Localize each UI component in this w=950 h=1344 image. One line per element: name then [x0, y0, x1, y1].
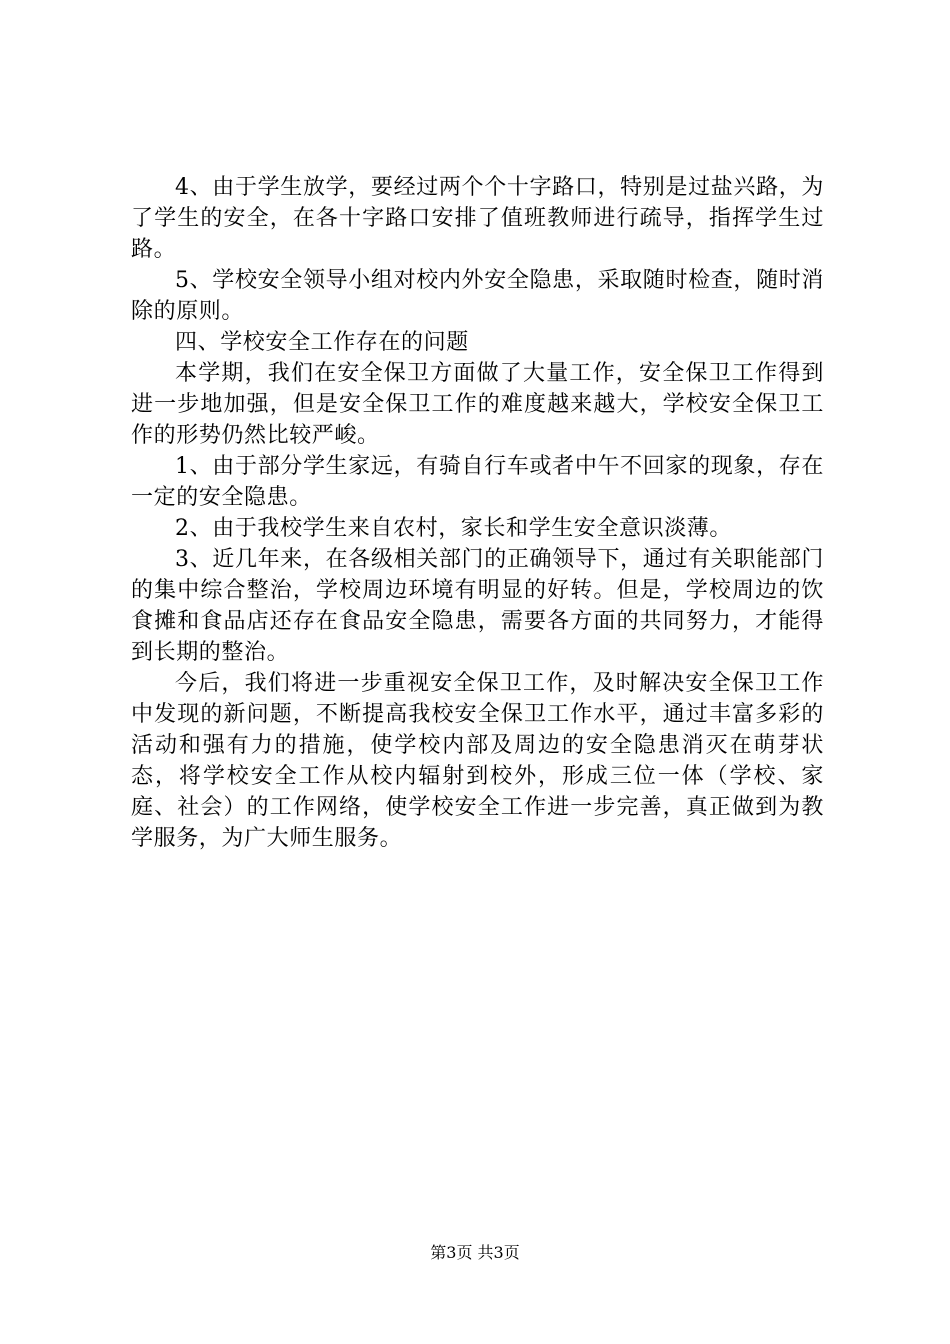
section-heading-problems: 四、学校安全工作存在的问题: [175, 330, 469, 355]
paragraph-problem-2: 2、由于我校学生来自农村，家长和学生安全意识淡薄。: [175, 516, 732, 541]
paragraph-semester-summary: 本学期，我们在安全保卫方面做了大量工作，安全保卫工作得到进一步地加强，但是安全保卫工作的难度越来越大，学校安全保卫工作的形势仍然比较严峻。: [131, 361, 824, 448]
paragraph-item-4: 4、由于学生放学，要经过两个个十字路口，特别是过盐兴路，为了学生的安全，在各十字路口安排了值班教师进行疏导，指挥学生过路。: [131, 175, 824, 262]
paragraph-item-5: 5、学校安全领导小组对校内外安全隐患，采取随时检查，随时消除的原则。: [131, 268, 824, 324]
paragraph-future-plan: 今后，我们将进一步重视安全保卫工作，及时解决安全保卫工作中发现的新问题，不断提高我校安全保卫工作水平，通过丰富多彩的活动和强有力的措施，使学校内部及周边的安全隐患消灭在萌芽状态，将学校安全工作从校内辐射到校外，形成三位一体（学校、家庭、社会）的工作网络，使学校安全工作进一步完善，真正做到为教学服务，为广大师生服务。: [131, 671, 824, 851]
document-body: [131, 172, 824, 854]
paragraph-problem-1: 1、由于部分学生家远，有骑自行车或者中午不回家的现象，存在一定的安全隐患。: [131, 454, 824, 510]
paragraph-problem-3: 3、近几年来，在各级相关部门的正确领导下，通过有关职能部门的集中综合整治，学校周边环境有明显的好转。但是，学校周边的饮食摊和食品店还存在食品安全隐患，需要各方面的共同努力，才能得到长期的整治。: [131, 547, 824, 665]
page-number-footer: 第3页 共3页: [430, 1243, 520, 1262]
